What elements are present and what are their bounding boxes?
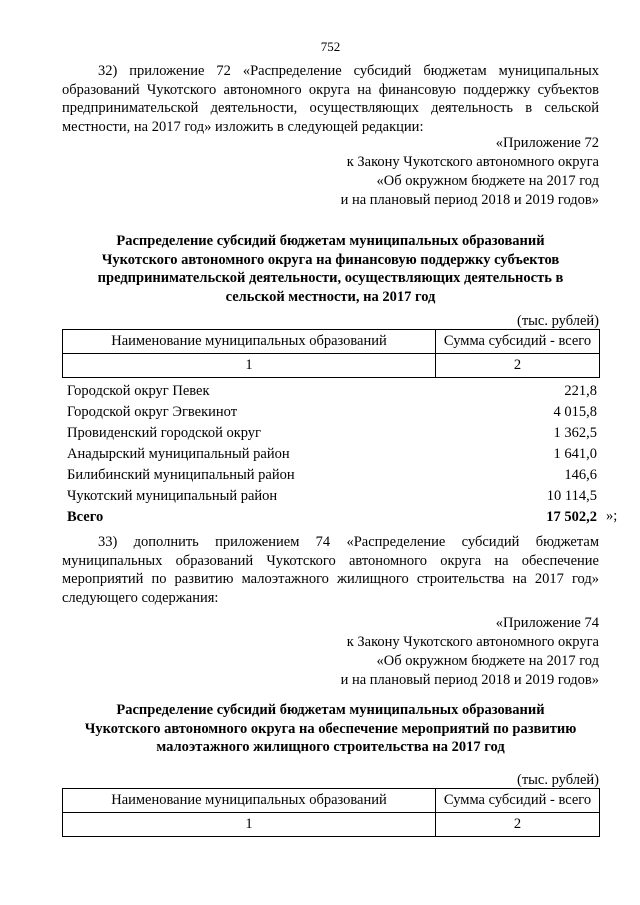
row-value: 146,6 xyxy=(564,467,597,483)
table-row xyxy=(62,444,599,465)
unit-label: (тыс. рублей) xyxy=(517,772,599,788)
table-row xyxy=(62,465,599,486)
row-name: Чукотский муниципальный район xyxy=(67,488,278,504)
column-number: 1 xyxy=(63,813,436,837)
title-line: Распределение субсидий бюджетам муниципальных образований xyxy=(116,702,545,718)
appendix-line: «Приложение 74 xyxy=(495,615,599,631)
table-row xyxy=(62,402,599,423)
title-line: сельской местности, на 2017 год xyxy=(225,288,436,305)
appendix-72-header xyxy=(341,134,599,210)
title-line: предпринимательской деятельности, осуществляющих деятельность в xyxy=(97,270,564,286)
column-number: 2 xyxy=(436,813,600,837)
column-header-name: Наименование муниципальных образований xyxy=(63,330,436,354)
table-72-title xyxy=(62,232,599,306)
table-72-body xyxy=(62,381,599,528)
row-name: Городской округ Эгвекинот xyxy=(67,404,238,420)
column-number: 2 xyxy=(436,354,600,378)
table-72-header xyxy=(62,329,600,378)
appendix-line: «Об окружном бюджете на 2017 год xyxy=(376,653,599,669)
unit-label: (тыс. рублей) xyxy=(517,313,599,329)
appendix-line: к Закону Чукотского автономного округа xyxy=(346,154,599,170)
column-header-sum: Сумма субсидий - всего xyxy=(436,330,600,354)
column-header-sum: Сумма субсидий - всего xyxy=(436,789,600,813)
total-value: 17 502,2 xyxy=(546,509,597,525)
appendix-line: и на плановый период 2018 и 2019 годов» xyxy=(340,192,599,208)
row-name: Билибинский муниципальный район xyxy=(67,467,295,483)
title-line: Чукотского автономного округа на финансовую поддержку субъектов xyxy=(101,251,560,268)
item-33-paragraph: 33) дополнить приложением 74 «Распределение субсидий бюджетам муниципальных образований Чукотского автономного округа на обеспечение мероприятий по развитию малоэтажного жилищного строительства на 2017 год» следующего содержания: xyxy=(62,534,599,606)
row-value: 221,8 xyxy=(564,383,597,399)
title-line: Чукотского автономного округа на обеспечение мероприятий по развитию xyxy=(84,720,577,737)
page-number: 752 xyxy=(320,39,341,54)
title-line: Распределение субсидий бюджетам муниципальных образований xyxy=(116,233,545,249)
document-page xyxy=(62,0,618,905)
appendix-line: «Приложение 72 xyxy=(495,135,599,151)
table-74-header xyxy=(62,788,600,837)
total-label: Всего xyxy=(67,509,104,525)
appendix-line: и на плановый период 2018 и 2019 годов» xyxy=(340,672,599,688)
title-line: малоэтажного жилищного строительства на 2017 год xyxy=(156,739,505,755)
row-name: Анадырский муниципальный район xyxy=(67,446,290,462)
appendix-line: «Об окружном бюджете на 2017 год xyxy=(376,173,599,189)
table-row xyxy=(62,423,599,444)
appendix-74-header xyxy=(341,614,599,690)
table-row xyxy=(62,381,599,402)
row-name: Провиденский городской округ xyxy=(67,425,262,441)
row-value: 4 015,8 xyxy=(553,404,597,420)
row-name: Городской округ Певек xyxy=(67,383,210,399)
table-row xyxy=(62,486,599,507)
table-total-row xyxy=(62,507,599,528)
appendix-line: к Закону Чукотского автономного округа xyxy=(346,634,599,650)
row-value: 10 114,5 xyxy=(546,488,597,504)
column-header-name: Наименование муниципальных образований xyxy=(63,789,436,813)
closing-quote: »; xyxy=(606,508,618,524)
row-value: 1 641,0 xyxy=(553,446,597,462)
row-value: 1 362,5 xyxy=(553,425,597,441)
table-74-title xyxy=(62,701,599,757)
column-number: 1 xyxy=(63,354,436,378)
item-32-paragraph: 32) приложение 72 «Распределение субсидий бюджетам муниципальных образований Чукотского автономного округа на финансовую поддержку субъектов предпринимательской деятельности, осуществляющих деятельность в сельской местности, на 2017 год» изложить в следующей редакции: xyxy=(62,63,599,135)
